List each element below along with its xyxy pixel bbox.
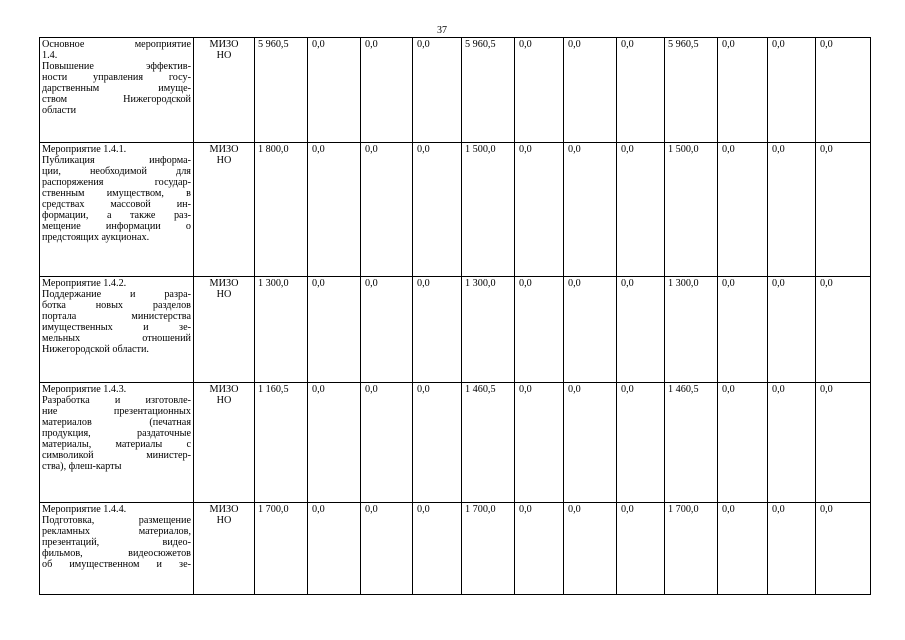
measure-description (40, 38, 194, 143)
table-row (40, 38, 871, 143)
text-line: Подготовка, размещение (42, 515, 191, 526)
executor-line: МИЗО (209, 144, 239, 155)
text-line: рекламных материалов, (42, 526, 191, 537)
text-line: 1.4. (42, 50, 58, 61)
text-line: предстоящих аукционах. (42, 232, 150, 243)
text-line: Публикация информа- (42, 155, 191, 166)
executor-line: МИЗО (209, 504, 239, 515)
executor-line: НО (216, 395, 232, 406)
value-cell: 5 960,5 (665, 38, 718, 143)
value-cell: 0,0 (308, 277, 361, 383)
table-body (40, 38, 871, 595)
text-line: формации, а также раз- (42, 210, 191, 221)
value-cell: 0,0 (617, 383, 665, 503)
table-row (40, 143, 871, 277)
measure-description (40, 503, 194, 595)
text-line: символикой министер- (42, 450, 191, 461)
value-cell: 0,0 (413, 143, 462, 277)
value-cell: 1 700,0 (665, 503, 718, 595)
value-cell: 1 700,0 (462, 503, 515, 595)
value-cell: 1 300,0 (255, 277, 308, 383)
executor-line: НО (216, 515, 232, 526)
text-line: ственным имуществом, в (42, 188, 191, 199)
value-cell: 0,0 (564, 143, 617, 277)
text-line: ние презентационных (42, 406, 191, 417)
value-cell: 0,0 (413, 503, 462, 595)
executor-line: НО (216, 155, 232, 166)
value-cell: 0,0 (816, 383, 871, 503)
text-line: материалов (печатная (42, 417, 191, 428)
value-cell: 1 700,0 (255, 503, 308, 595)
value-cell: 0,0 (718, 277, 768, 383)
measure-description (40, 383, 194, 503)
measure-description (40, 277, 194, 383)
value-cell: 1 800,0 (255, 143, 308, 277)
executor-line: МИЗО (209, 39, 239, 50)
value-cell: 0,0 (617, 503, 665, 595)
value-cell: 1 300,0 (665, 277, 718, 383)
value-cell: 1 460,5 (665, 383, 718, 503)
table-row (40, 277, 871, 383)
value-cell: 0,0 (768, 277, 816, 383)
value-cell: 0,0 (617, 38, 665, 143)
value-cell: 0,0 (768, 383, 816, 503)
value-cell: 0,0 (564, 383, 617, 503)
text-line: области (42, 105, 77, 116)
text-line: портала министерства (42, 311, 191, 322)
value-cell: 0,0 (515, 277, 564, 383)
text-line: Повышение эффектив- (42, 61, 191, 72)
text-line: мещение информации о (42, 221, 191, 232)
value-cell: 1 300,0 (462, 277, 515, 383)
value-cell: 1 460,5 (462, 383, 515, 503)
executor-cell (194, 277, 255, 383)
value-cell: 0,0 (515, 143, 564, 277)
value-cell: 0,0 (816, 38, 871, 143)
text-line: Нижегородской области. (42, 344, 149, 355)
text-line: Мероприятие 1.4.2. (42, 278, 127, 289)
table-row (40, 383, 871, 503)
text-line: ством Нижегородской (42, 94, 191, 105)
page-number: 37 (437, 25, 447, 36)
text-line: распоряжения государ- (42, 177, 191, 188)
measure-description (40, 143, 194, 277)
value-cell: 1 500,0 (665, 143, 718, 277)
text-line: мельных отношений (42, 333, 191, 344)
value-cell: 0,0 (768, 503, 816, 595)
value-cell: 0,0 (308, 38, 361, 143)
text-line: дарственным имуще- (42, 83, 191, 94)
value-cell: 0,0 (564, 38, 617, 143)
value-cell: 0,0 (768, 38, 816, 143)
executor-line: НО (216, 289, 232, 300)
value-cell: 0,0 (718, 38, 768, 143)
text-line: ции, необходимой для (42, 166, 191, 177)
value-cell: 0,0 (718, 383, 768, 503)
value-cell: 1 500,0 (462, 143, 515, 277)
value-cell: 0,0 (361, 383, 413, 503)
text-line: Мероприятие 1.4.1. (42, 144, 127, 155)
value-cell: 0,0 (768, 143, 816, 277)
table-row (40, 503, 871, 595)
value-cell: 5 960,5 (255, 38, 308, 143)
text-line: средствах массовой ин- (42, 199, 191, 210)
value-cell: 0,0 (816, 277, 871, 383)
value-cell: 0,0 (413, 38, 462, 143)
executor-cell (194, 38, 255, 143)
text-line: ства), флеш-карты (42, 461, 122, 472)
value-cell: 0,0 (816, 143, 871, 277)
value-cell: 5 960,5 (462, 38, 515, 143)
text-line: ности управления госу- (42, 72, 191, 83)
executor-cell (194, 383, 255, 503)
value-cell: 0,0 (515, 38, 564, 143)
text-line: Поддержание и разра- (42, 289, 191, 300)
value-cell: 0,0 (718, 503, 768, 595)
value-cell: 0,0 (308, 503, 361, 595)
executor-line: НО (216, 50, 232, 61)
text-line: продукция, раздаточные (42, 428, 191, 439)
executor-line: МИЗО (209, 278, 239, 289)
value-cell: 0,0 (816, 503, 871, 595)
executor-cell (194, 503, 255, 595)
value-cell: 0,0 (564, 503, 617, 595)
text-line: Основное мероприятие (42, 39, 191, 50)
program-table (39, 37, 871, 595)
text-line: ботка новых разделов (42, 300, 191, 311)
value-cell: 1 160,5 (255, 383, 308, 503)
value-cell: 0,0 (515, 383, 564, 503)
value-cell: 0,0 (515, 503, 564, 595)
value-cell: 0,0 (413, 277, 462, 383)
text-line: Мероприятие 1.4.4. (42, 504, 127, 515)
text-line: материалы, материалы с (42, 439, 191, 450)
value-cell: 0,0 (308, 383, 361, 503)
value-cell: 0,0 (308, 143, 361, 277)
text-line: фильмов, видеосюжетов (42, 548, 191, 559)
value-cell: 0,0 (718, 143, 768, 277)
value-cell: 0,0 (361, 143, 413, 277)
value-cell: 0,0 (617, 277, 665, 383)
value-cell: 0,0 (564, 277, 617, 383)
value-cell: 0,0 (361, 277, 413, 383)
executor-line: МИЗО (209, 384, 239, 395)
text-line: Разработка и изготовле- (42, 395, 191, 406)
text-line: презентаций, видео- (42, 537, 191, 548)
text-line: Мероприятие 1.4.3. (42, 384, 127, 395)
value-cell: 0,0 (413, 383, 462, 503)
value-cell: 0,0 (361, 503, 413, 595)
text-line: об имущественном и зе- (42, 559, 191, 570)
executor-cell (194, 143, 255, 277)
text-line: имущественных и зе- (42, 322, 191, 333)
value-cell: 0,0 (361, 38, 413, 143)
value-cell: 0,0 (617, 143, 665, 277)
